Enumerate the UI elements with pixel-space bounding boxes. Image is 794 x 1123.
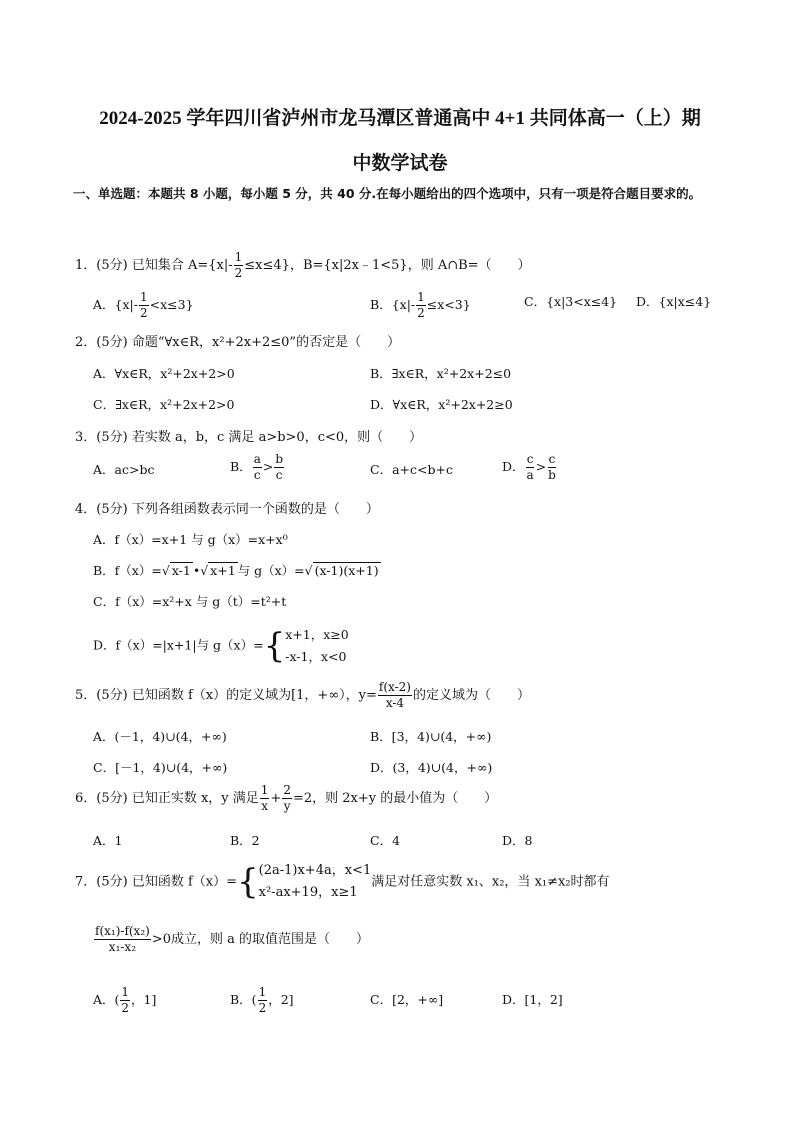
question-2-stem: 2．(5分) 命题“∀x∈R，x²+2x+2≤0”的否定是（ ） xyxy=(75,335,401,350)
q5-fraction xyxy=(378,680,412,711)
q4-d-pre: D．f（x）=|x+1|与 g（x）= xyxy=(93,637,264,653)
q3-option-c: C．a+c<b+c xyxy=(370,462,453,477)
q7-brace: { xyxy=(237,862,259,902)
q5-option-d: D．(3，4)∪(4，+∞) xyxy=(370,760,493,775)
q7-option-c: C．[2，+∞] xyxy=(370,992,444,1007)
q7-pre: 7．(5分) 已知函数 f（x）= xyxy=(75,874,237,890)
q7-num: f(x₁)-f(x₂) xyxy=(95,924,150,938)
q3-option-b xyxy=(230,452,285,483)
question-4-stem: 4．(5分) 下列各组函数表示同一个函数的是（ ） xyxy=(75,502,379,517)
q6-option-c: C．4 xyxy=(370,833,401,848)
exam-title-line1: 2024-2025 学年四川省泸州市龙马潭区普通高中 4+1 共同体高一（上）期 xyxy=(99,108,701,129)
q6-plus: + xyxy=(270,791,282,806)
q1-b-den: 2 xyxy=(417,306,425,320)
q3-d-frac1 xyxy=(526,452,535,483)
q7-b-num: 1 xyxy=(258,985,267,999)
q2-option-b: B．∃x∈R，x²+2x+2≤0 xyxy=(370,366,512,381)
q3-b-d2: c xyxy=(275,468,283,482)
q1-b-post: ≤x<3} xyxy=(426,297,471,312)
q2-option-c: C．∃x∈R，x²+2x+2>0 xyxy=(93,397,235,412)
q1-b-label: B． xyxy=(370,297,392,312)
q3-d-d2: b xyxy=(548,468,556,482)
q3-b-frac1 xyxy=(253,452,262,483)
q1-a-fraction xyxy=(139,290,149,321)
q6-f1-den: x xyxy=(261,799,268,813)
q3-b-label: B． xyxy=(230,459,252,474)
q2-option-d: D．∀x∈R，x²+2x+2≥0 xyxy=(370,397,513,412)
q7-a-num: 1 xyxy=(121,985,130,999)
q4-b-mid: 与 g（x）= xyxy=(237,563,305,578)
q4-b-pre: B．f（x）= xyxy=(93,563,162,578)
q1-prefix: 1．(5分) 已知集合 xyxy=(75,258,184,273)
q4-d-cases xyxy=(285,624,348,668)
q1-frac-den: 2 xyxy=(234,266,243,280)
q3-b-frac2 xyxy=(274,452,284,483)
question-7-stem xyxy=(75,860,610,904)
q1-a-den: 2 xyxy=(139,306,148,320)
q1-frac-num: 1 xyxy=(234,250,243,264)
q7-mid: 满足对任意实数 x₁、x₂，当 x₁≠x₂时都有 xyxy=(371,874,610,890)
q7-fraction xyxy=(94,924,151,955)
q1-option-b: B．{x|- $\frac{1}{2}$ ≤x<3} xyxy=(370,290,471,320)
q4-b-radical2: x+1 xyxy=(210,563,236,578)
q4-option-a: A．f（x）=x+1 与 g（x）=x+x⁰ xyxy=(93,532,288,547)
q6-option-b: B．2 xyxy=(230,833,260,848)
exam-title-line2: 中数学试卷 xyxy=(352,153,448,174)
q6-pre: 6．(5分) 已知正实数 x，y 满足 xyxy=(75,791,259,806)
q6-frac2 xyxy=(282,783,292,814)
q5-option-c: C．[－1，4)∪(4，+∞) xyxy=(93,760,228,775)
q1-set-a-tail: ≤x≤4} xyxy=(244,258,290,273)
q7-b-post: ，2] xyxy=(268,992,294,1007)
q4-d-brace: { xyxy=(263,626,286,666)
q1-minus: - xyxy=(228,258,233,273)
q1-a-post: <x≤3} xyxy=(149,297,194,312)
q3-b-n2: b xyxy=(275,452,284,466)
q4-option-d xyxy=(93,624,349,668)
question-5-stem xyxy=(75,680,530,711)
q7-a-frac xyxy=(120,985,130,1016)
q1-b-pre: {x| xyxy=(391,297,411,312)
q1-set-a: A={x| xyxy=(187,258,229,273)
q5-pre: 5．(5分) 已知函数 f（x）的定义域为[1，+∞），y= xyxy=(75,688,377,703)
q7-den: x₁-x₂ xyxy=(108,940,137,954)
q7-a-label: A．( xyxy=(93,992,120,1007)
q7-condition xyxy=(93,924,369,955)
q6-f1-num: 1 xyxy=(260,783,269,797)
q7-a-den: 2 xyxy=(121,1001,130,1015)
q4-d-case1: x+1，x≥0 xyxy=(285,627,349,642)
q5-den: x-4 xyxy=(385,696,405,710)
q7-cases xyxy=(259,860,372,904)
q6-f2-num: 2 xyxy=(283,783,291,797)
q1-b-fraction xyxy=(416,290,426,321)
q5-option-a: A．(－1，4)∪(4，+∞) xyxy=(93,729,227,744)
q7-post: >0成立，则 a 的取值范围是（ ） xyxy=(151,932,370,947)
q1-option-c: C．{x|3<x≤4} xyxy=(524,294,618,309)
q3-d-d1: a xyxy=(526,468,534,482)
q2-option-a: A．∀x∈R，x²+2x+2>0 xyxy=(93,366,235,381)
q7-option-d: D．[1，2] xyxy=(502,992,563,1007)
q1-a-num: 1 xyxy=(139,290,148,304)
q1-suffix: ，B={x|2x﹣1<5}，则 A∩B=（ ） xyxy=(289,258,531,273)
q5-option-b: B．[3，4)∪(4，+∞) xyxy=(370,729,492,744)
q6-option-d: D．8 xyxy=(502,833,533,848)
q4-d-case2: -x-1，x<0 xyxy=(285,649,347,664)
q3-d-frac2 xyxy=(547,452,557,483)
q4-option-b: B．f（x）=√ x-1 •√ x+1 与 g（x）=√ (x-1)(x+1) xyxy=(93,563,379,578)
q7-option-a xyxy=(93,985,156,1016)
q3-d-label: D． xyxy=(502,459,525,474)
q7-b-label: B．( xyxy=(230,992,257,1007)
q3-b-n1: a xyxy=(253,452,261,466)
q7-a-post: ，1] xyxy=(131,992,157,1007)
question-3-stem: 3．(5分) 若实数 a，b，c 满足 a>b>0，c<0，则（ ） xyxy=(75,430,423,445)
q3-option-a: A．ac>bc xyxy=(93,462,155,477)
q4-option-c: C．f（x）=x²+x 与 g（t）=t²+t xyxy=(93,594,287,609)
q5-num: f(x-2) xyxy=(378,680,411,694)
q7-option-b xyxy=(230,985,294,1016)
q5-post: 的定义域为（ ） xyxy=(412,688,530,703)
q7-b-den: 2 xyxy=(258,1001,267,1015)
q3-b-d1: c xyxy=(253,468,261,482)
q4-b-radical3: (x-1)(x+1) xyxy=(314,563,379,578)
q7-b-frac xyxy=(258,985,268,1016)
q1-option-a: A．{x|- $\frac{1}{2}$ <x≤3} xyxy=(93,290,194,320)
q6-option-a: A．1 xyxy=(93,833,123,848)
q6-post: =2，则 2x+y 的最小值为（ ） xyxy=(292,791,498,806)
q4-b-radical1: x-1 xyxy=(171,563,191,578)
q3-d-op: > xyxy=(535,459,547,474)
q6-f2-den: y xyxy=(283,799,291,813)
q1-a-label: A． xyxy=(93,297,115,312)
q3-d-n2: c xyxy=(548,452,556,466)
q7-case2: x²-ax+19，x≥1 xyxy=(258,885,358,900)
q4-b-dot: • xyxy=(192,563,201,578)
section-header: 一、单选题：本题共 8 小题，每小题 5 分，共 40 分.在每小题给出的四个选项中，只有一项是符合题目要求的。 xyxy=(73,186,702,201)
question-1-stem xyxy=(75,250,531,281)
q3-d-n1: c xyxy=(526,452,534,466)
q3-option-d xyxy=(502,452,558,483)
q1-option-d: D．{x|x≤4} xyxy=(636,294,712,309)
q3-b-op: > xyxy=(262,459,274,474)
q1-a-pre: {x| xyxy=(114,297,134,312)
q1-b-num: 1 xyxy=(417,290,425,304)
question-6-stem xyxy=(75,783,497,814)
q6-frac1 xyxy=(260,783,270,814)
q7-case1: (2a-1)x+4a，x<1 xyxy=(258,863,372,878)
q1-fraction xyxy=(234,250,244,281)
